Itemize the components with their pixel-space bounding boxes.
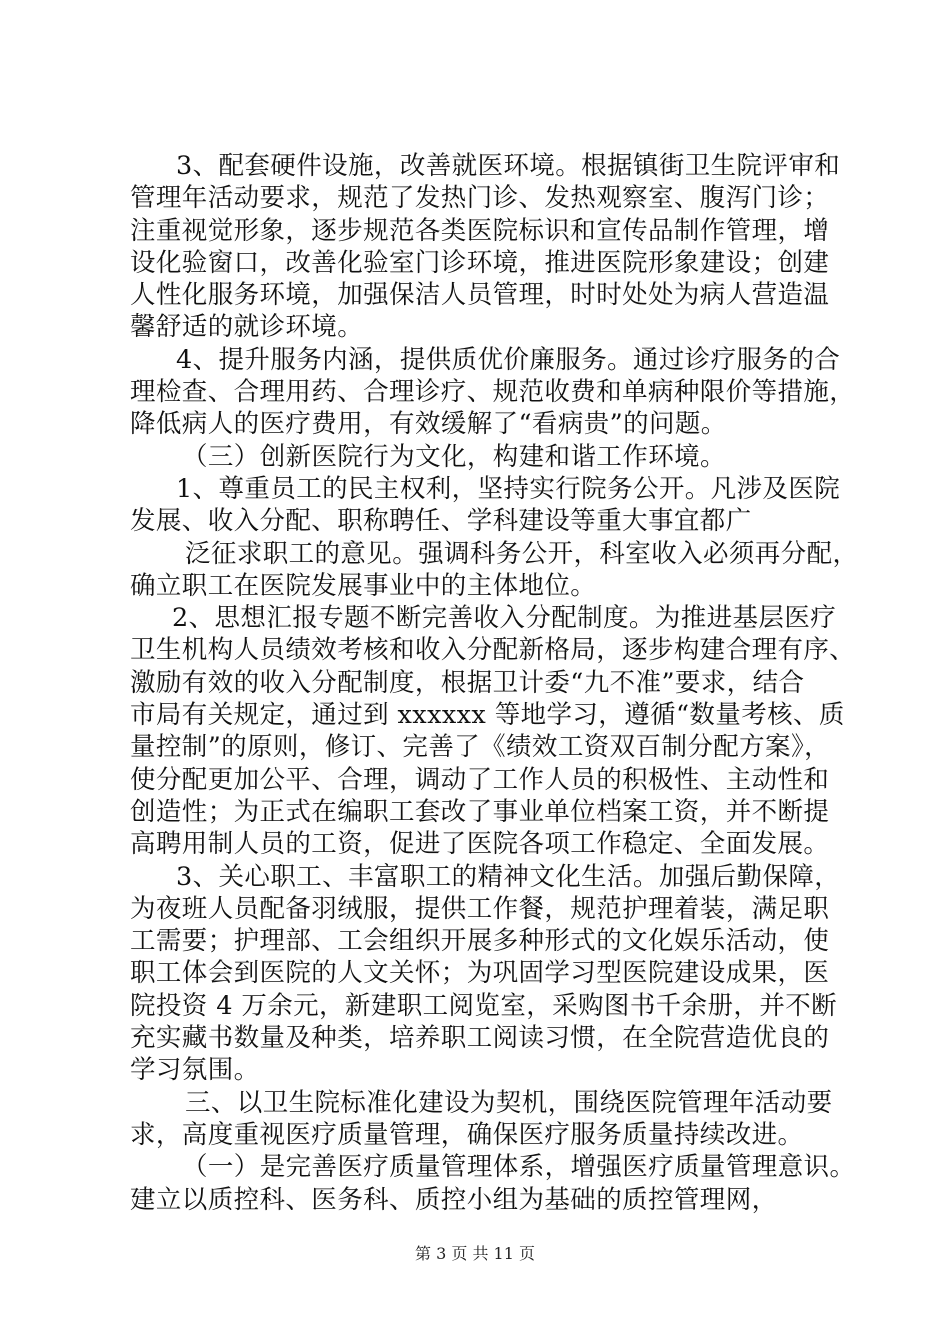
paragraph-line: 量控制”的原则，修订、完善了《绩效工资双百制分配方案》， <box>130 732 830 763</box>
paragraph-line: 3、配套硬件设施，改善就医环境。根据镇街卫生院评审和 <box>176 151 841 181</box>
paragraph-line: 管理年活动要求，规范了发热门诊、发热观察室、腹泻门诊； <box>130 183 830 214</box>
section-heading: （三）创新医院行为文化，构建和谐工作环境。 <box>182 441 726 472</box>
paragraph-line: 使分配更加公平、合理，调动了工作人员的积极性、主动性和 <box>130 764 830 795</box>
paragraph-line: 求，高度重视医疗质量管理，确保医疗服务质量持续改进。 <box>130 1119 804 1150</box>
paragraph-line: 为夜班人员配备羽绒服，提供工作餐，规范护理着装，满足职 <box>130 893 830 924</box>
paragraph-line: 发展、收入分配、职称聘任、学科建设等重大事宜都广 <box>130 506 752 537</box>
paragraph-line: 建立以质控科、医务科、质控小组为基础的质控管理网， <box>130 1184 778 1215</box>
paragraph-line: 1、尊重员工的民主权利，坚持实行院务公开。凡涉及医院 <box>176 473 841 504</box>
section-heading: 三、以卫生院标准化建设为契机，围绕医院管理年活动要 <box>185 1087 833 1118</box>
page-number-footer: 第 3 页 共 11 页 <box>415 1244 535 1263</box>
section-heading: （一）是完善医疗质量管理体系，增强医疗质量管理意识。 <box>182 1152 856 1183</box>
paragraph-line: 学习氛围。 <box>130 1055 260 1086</box>
paragraph-line: 激励有效的收入分配制度，根据卫计委“九不准”要求，结合 <box>130 667 805 698</box>
paragraph-line: 工需要；护理部、工会组织开展多种形式的文化娱乐活动，使 <box>130 926 830 957</box>
paragraph-line: 院投资 4 万余元，新建职工阅览室，采购图书千余册，并不断 <box>130 990 838 1021</box>
paragraph-line: 2、思想汇报专题不断完善收入分配制度。为推进基层医疗 <box>172 603 837 634</box>
paragraph-line: 注重视觉形象，逐步规范各类医院标识和宣传品制作管理，增 <box>130 215 830 246</box>
paragraph-line: 理检查、合理用药、合理诊疗、规范收费和单病种限价等措施， <box>130 377 856 408</box>
paragraph-line: 充实藏书数量及种类，培养职工阅读习惯，在全院营造优良的 <box>130 1023 830 1054</box>
paragraph-line: 高聘用制人员的工资，促进了医院各项工作稳定、全面发展。 <box>130 829 830 860</box>
paragraph-line: 设化验窗口，改善化验室门诊环境，推进医院形象建设；创建 <box>130 247 830 278</box>
paragraph-line: 4、提升服务内涵，提供质优价廉服务。通过诊疗服务的合 <box>176 344 841 375</box>
paragraph-line: 泛征求职工的意见。强调科务公开，科室收入必须再分配， <box>185 538 859 569</box>
paragraph-line: 人性化服务环境，加强保洁人员管理，时时处处为病人营造温 <box>130 280 830 311</box>
paragraph-line: 市局有关规定，通过到 xxxxxx 等地学习，遵循“数量考核、质 <box>130 700 845 731</box>
paragraph-line: 职工体会到医院的人文关怀；为巩固学习型医院建设成果，医 <box>130 958 830 989</box>
paragraph-line: 确立职工在医院发展事业中的主体地位。 <box>130 570 597 601</box>
paragraph-line: 馨舒适的就诊环境。 <box>130 312 364 343</box>
document-body <box>130 150 859 1216</box>
paragraph-line: 创造性；为正式在编职工套改了事业单位档案工资，并不断提 <box>130 796 830 827</box>
paragraph-line: 降低病人的医疗费用，有效缓解了“看病贵”的问题。 <box>130 409 727 440</box>
paragraph-line: 卫生机构人员绩效考核和收入分配新格局，逐步构建合理有序、 <box>130 635 856 666</box>
paragraph-line: 3、关心职工、丰富职工的精神文化生活。加强后勤保障， <box>176 861 841 892</box>
